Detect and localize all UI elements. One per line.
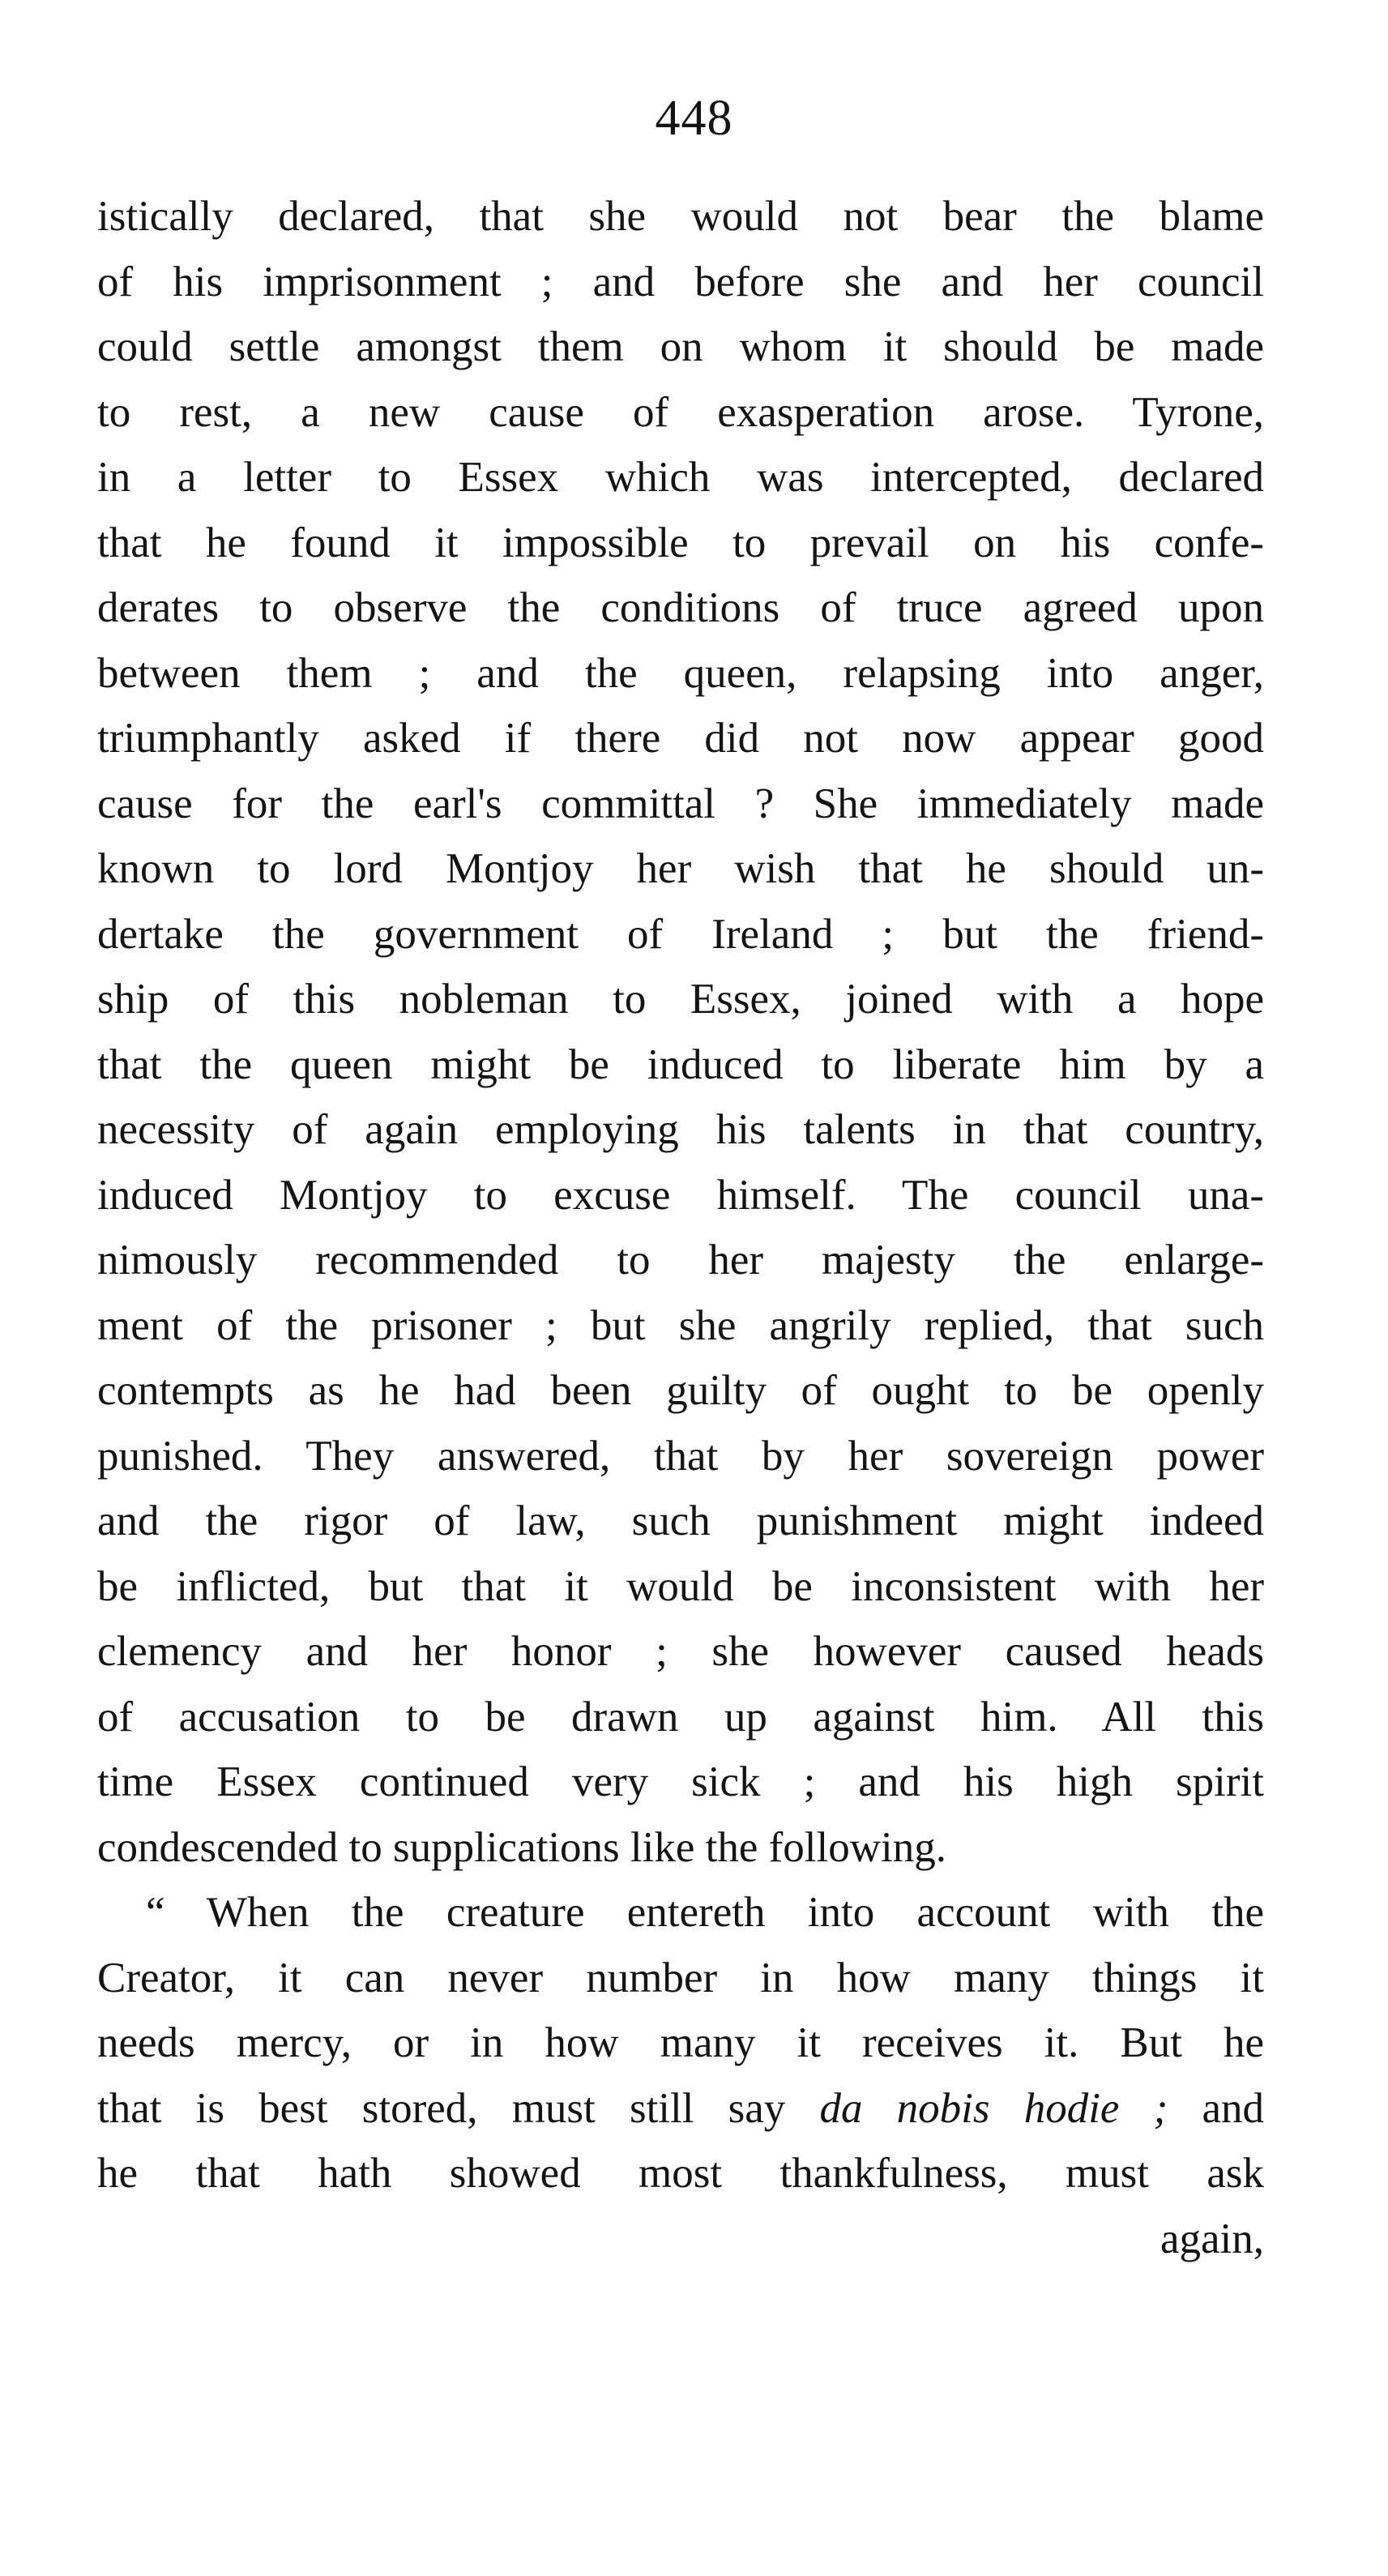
text-line: could settle amongst them on whom it should be made [97, 323, 1264, 370]
text-line: condescended to supplications like the following. [97, 1823, 946, 1871]
letter-line: “ When the creature entereth into account with the [146, 1889, 1264, 1936]
text-line: of his imprisonment ; and before she and her council [97, 258, 1264, 305]
text-line: that the queen might be induced to liberate him by a [97, 1040, 1264, 1088]
text-line: dertake the government of Ireland ; but the friend- [97, 910, 1264, 958]
text-line: cause for the earl's committal ? She immediately made [97, 780, 1264, 827]
letter-line: needs mercy, or in how many it receives it. But he [97, 2019, 1264, 2066]
text-line: time Essex continued very sick ; and his high spirit [97, 1758, 1264, 1805]
text-line: in a letter to Essex which was intercepted, declared [97, 454, 1264, 501]
text-line: ment of the prisoner ; but she angrily replied, that such [97, 1301, 1264, 1349]
text-line: induced Montjoy to excuse himself. The council una- [97, 1171, 1264, 1219]
text-line: derates to observe the conditions of truce agreed upon [97, 584, 1264, 631]
text-line: punished. They answered, that by her sovereign power [97, 1432, 1264, 1480]
text-line: to rest, a new cause of exasperation arose. Tyrone, [97, 388, 1264, 436]
letter-text: and [1168, 2084, 1265, 2132]
letter-text: that is best stored, must still say [97, 2084, 820, 2132]
catchword: again, [1160, 2215, 1264, 2262]
letter-line [97, 2076, 1264, 2142]
text-line: nimously recommended to her majesty the enlarge- [97, 1237, 1264, 1284]
text-line: necessity of again employing his talents in that country, [97, 1106, 1264, 1153]
page-number: 448 [655, 91, 733, 146]
body-text [97, 184, 1264, 2271]
latin-phrase: da nobis hodie ; [819, 2084, 1168, 2132]
text-line: istically declared, that she would not bear the blame [97, 193, 1264, 240]
text-line: triumphantly asked if there did not now appear good [97, 715, 1264, 762]
text-line: between them ; and the queen, relapsing into anger, [97, 649, 1264, 697]
letter-line: Creator, it can never number in how many things it [97, 1954, 1264, 2001]
text-line: contempts as he had been guilty of ought to be openly [97, 1367, 1264, 1414]
text-line: that he found it impossible to prevail on his confe- [97, 519, 1264, 566]
text-line: known to lord Montjoy her wish that he should un- [97, 845, 1264, 892]
text-line: clemency and her honor ; she however caused heads [97, 1628, 1264, 1675]
text-line: ship of this nobleman to Essex, joined with a hope [97, 976, 1264, 1023]
text-line: of accusation to be drawn up against him. All this [97, 1693, 1264, 1741]
text-line: be inflicted, but that it would be inconsistent with her [97, 1562, 1264, 1610]
letter-line: he that hath showed most thankfulness, must ask [97, 2150, 1264, 2197]
text-line: and the rigor of law, such punishment might indeed [97, 1497, 1264, 1544]
